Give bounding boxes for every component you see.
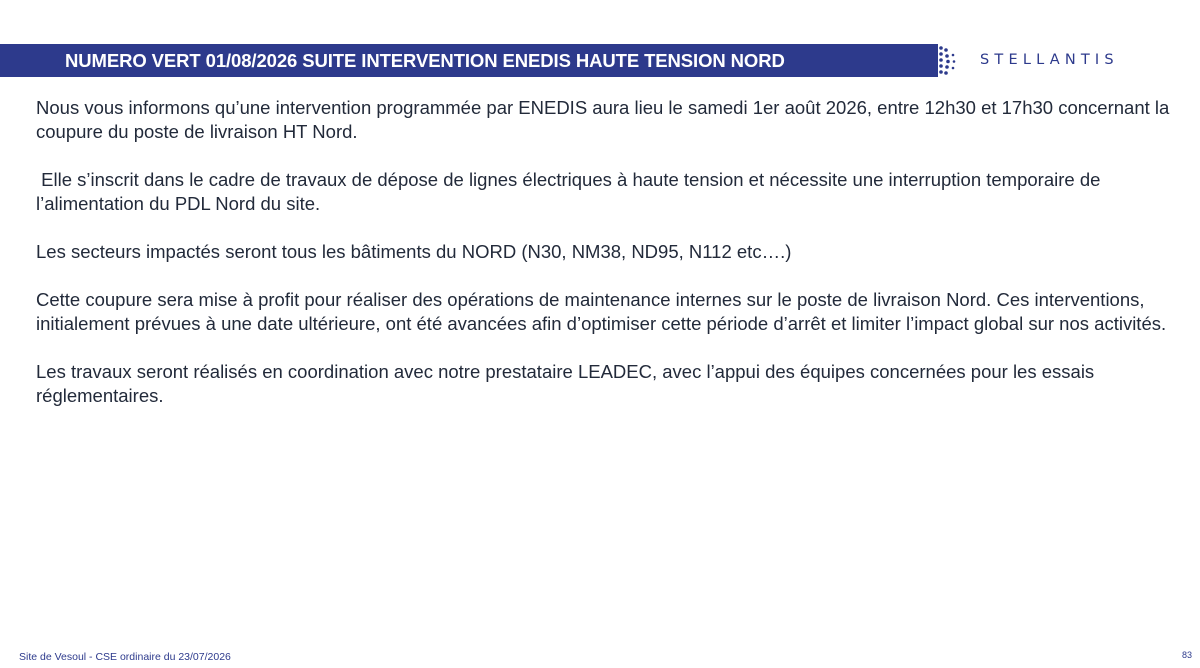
paragraph-intervention: Nous vous informons qu’une intervention programmée par ENEDIS aura lieu le samedi 1er août 2026, entre 12h30 et 17h30 concernant la coupure du poste de livraison HT Nord. — [36, 97, 1170, 142]
notice-body — [36, 96, 1176, 432]
paragraph-maintenance: Cette coupure sera mise à profit pour réaliser des opérations de maintenance internes sur le poste de livraison Nord. Ces interventions, initialement prévues à une date ultérieure, ont été avancées afin d’optimiser cette période d’arrêt et limiter l’impact global sur nos activités. — [36, 289, 1167, 334]
logo-wordmark: STELLANTIS — [980, 52, 1119, 68]
paragraph-coordination: Les travaux seront réalisés en coordination avec notre prestataire LEADEC, avec l’appui des équipes concernées pour les essais réglementaires. — [36, 361, 1095, 406]
title-banner — [0, 44, 938, 77]
page-title: NUMERO VERT 01/08/2026 SUITE INTERVENTION ENEDIS HAUTE TENSION NORD — [65, 50, 785, 71]
page-number: 83 — [1181, 650, 1192, 660]
paragraph-context: Elle s’inscrit dans le cadre de travaux de dépose de lignes électriques à haute tension et nécessite une interruption temporaire de l’alimentation du PDL Nord du site. — [36, 169, 1106, 214]
stellantis-logo — [938, 44, 1158, 77]
footer-site-meeting: Site de Vesoul - CSE ordinaire du 23/07/2026 — [19, 651, 231, 663]
paragraph-sectors: Les secteurs impactés seront tous les bâtiments du NORD (N30, NM38, ND95, N112 etc….) — [36, 241, 792, 262]
stellantis-dots-icon — [938, 44, 960, 77]
